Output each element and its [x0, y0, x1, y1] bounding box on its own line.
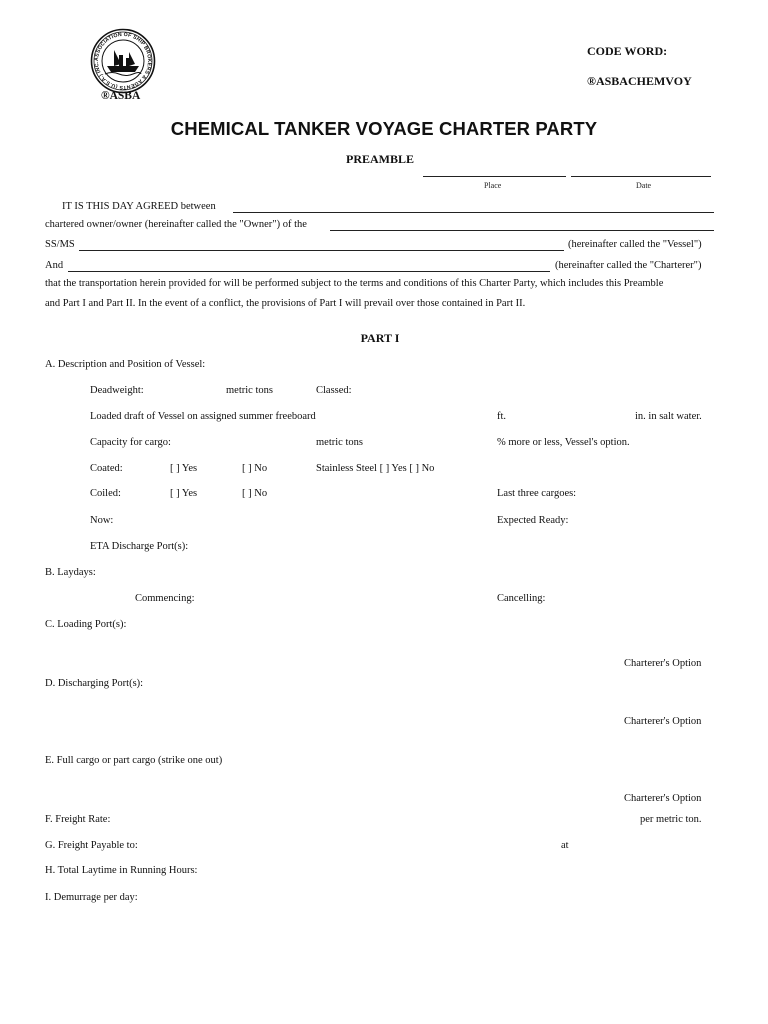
document-title: CHEMICAL TANKER VOYAGE CHARTER PARTY — [170, 118, 598, 139]
last-three-cargoes-label: Last three cargoes: — [497, 488, 577, 499]
owner-label: chartered owner/owner (hereinafter called the "Owner") of the — [45, 219, 307, 230]
section-a-label: A. Description and Position of Vessel: — [45, 359, 206, 370]
section-b-label: B. Laydays: — [45, 567, 96, 578]
deadweight-label: Deadweight: — [90, 385, 144, 396]
section-g-label: G. Freight Payable to: — [45, 840, 138, 851]
section-h-label: H. Total Laytime in Running Hours: — [45, 865, 198, 876]
place-field[interactable] — [423, 176, 566, 177]
preamble-paragraph-line-1: that the transportation herein provided for will be performed subject to the terms and conditions of this Charter Party, which includes this Preamble — [45, 278, 664, 289]
capacity-label: Capacity for cargo: — [90, 437, 171, 448]
draft-ft-unit: ft. — [497, 411, 507, 422]
section-c-label: C. Loading Port(s): — [45, 619, 127, 630]
date-field[interactable] — [571, 176, 711, 177]
discharging-charterers-option: Charterer's Option — [624, 716, 702, 727]
part-i-heading: PART I — [360, 331, 400, 345]
cargo-charterers-option: Charterer's Option — [624, 793, 702, 804]
eta-discharge-label: ETA Discharge Port(s): — [90, 541, 189, 552]
payable-at-label: at — [561, 840, 569, 851]
capacity-unit: metric tons — [316, 437, 363, 448]
section-f-label: F. Freight Rate: — [45, 814, 111, 825]
asba-seal-logo — [90, 28, 156, 94]
date-caption: Date — [636, 181, 652, 190]
asba-logo-text: ®ASBA — [101, 90, 141, 102]
per-metric-ton-label: per metric ton. — [640, 814, 702, 825]
classed-label: Classed: — [316, 385, 352, 396]
section-i-label: I. Demurrage per day: — [45, 892, 138, 903]
vessel-prefix: SS/MS — [45, 239, 75, 250]
coiled-label: Coiled: — [90, 488, 121, 499]
cancelling-label: Cancelling: — [497, 593, 546, 604]
coated-label: Coated: — [90, 463, 123, 474]
seal-ring-text: ASSOCIATION OF SHIP BROKERS & AGENTS (U.S.A.) INC. — [93, 31, 153, 91]
place-caption: Place — [484, 181, 502, 190]
capacity-tolerance: % more or less, Vessel's option. — [497, 437, 630, 448]
owner-field[interactable] — [330, 230, 714, 231]
preamble-paragraph-line-2: and Part I and Part II. In the event of a conflict, the provisions of Part I will prevail over those contained in Part II. — [45, 298, 526, 309]
loaded-draft-label: Loaded draft of Vessel on assigned summer freeboard — [90, 411, 316, 422]
charterer-prefix: And — [45, 260, 64, 271]
coated-yes-checkbox[interactable]: [ ] Yes — [170, 463, 198, 474]
section-d-label: D. Discharging Port(s): — [45, 678, 144, 689]
agreed-between-label: IT IS THIS DAY AGREED between — [62, 201, 216, 212]
loading-charterers-option: Charterer's Option — [624, 658, 702, 669]
stainless-steel-checkboxes[interactable]: Stainless Steel [ ] Yes [ ] No — [316, 463, 435, 474]
commencing-label: Commencing: — [135, 593, 195, 604]
vessel-suffix: (hereinafter called the "Vessel") — [568, 239, 702, 250]
code-word-value: ®ASBACHEMVOY — [587, 74, 692, 88]
preamble-heading: PREAMBLE — [345, 152, 414, 166]
charterer-field[interactable] — [68, 271, 550, 272]
section-e-label: E. Full cargo or part cargo (strike one out) — [45, 755, 223, 766]
agreed-between-field[interactable] — [233, 212, 714, 213]
code-word-label: CODE WORD: — [587, 44, 668, 58]
vessel-name-field[interactable] — [79, 250, 564, 251]
coiled-no-checkbox[interactable]: [ ] No — [242, 488, 268, 499]
charterer-suffix: (hereinafter called the "Charterer") — [555, 260, 702, 271]
now-label: Now: — [90, 515, 114, 526]
expected-ready-label: Expected Ready: — [497, 515, 569, 526]
coiled-yes-checkbox[interactable]: [ ] Yes — [170, 488, 198, 499]
draft-in-unit: in. in salt water. — [635, 411, 702, 422]
deadweight-unit: metric tons — [226, 385, 273, 396]
coated-no-checkbox[interactable]: [ ] No — [242, 463, 268, 474]
